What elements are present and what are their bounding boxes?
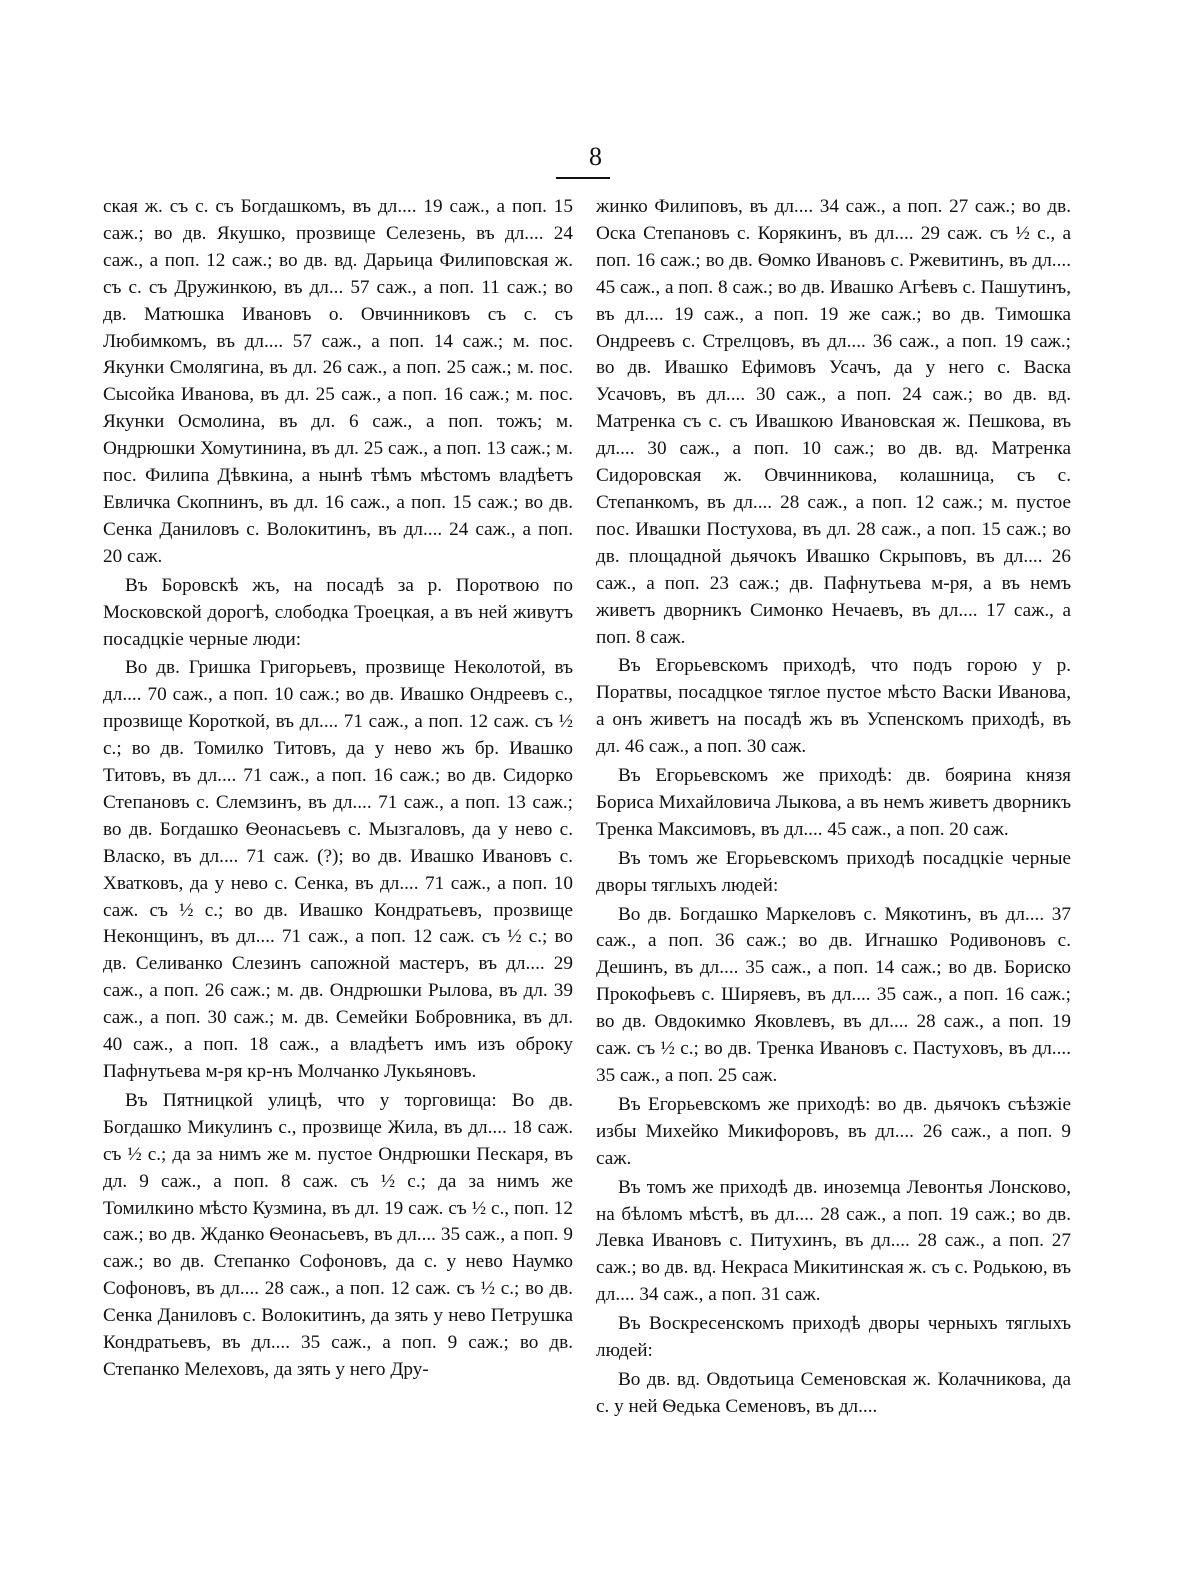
left-column (103, 194, 573, 1384)
paragraph: Въ Боровскѣ жъ, на посадѣ за р. Поротвою по Московской дорогѣ, слободка Троецкая, а въ ней живутъ посадцкіе черные люди: (103, 574, 573, 650)
paragraph: жинко Филиповъ, въ дл.... 34 саж., а поп. 27 саж.; во дв. Оска Степановъ с. Корякинъ, въ дл.... 29 саж. съ ½ с., а поп. 16 саж.; во дв. Ѳомко Ивановъ с. Ржевитинъ, въ дл.... 45 саж., а поп. 8 саж.; во дв. Ивашко Агѣевъ с. Пашутинъ, въ дл.... 19 саж., а поп. 19 же саж.; во дв. Тимошка Ондреевъ с. Стрелцовъ, въ дл.... 36 саж., а поп. 19 саж.; во дв. Ивашко Ефимовъ Усачъ, да у него с. Васка Усачовъ, въ дл.... 30 саж., а поп. 24 саж.; во дв. вд. Матренка съ с. съ Ивашкою Ивановская ж. Пешкова, въ дл.... 30 саж., а поп. 10 саж.; во дв. вд. Матренка Сидоровская ж. Овчинникова, колашница, съ с. Степанкомъ, въ дл.... 28 саж., а поп. 12 саж.; м. пустое пос. Ивашки Постухова, въ дл. 28 саж., а поп. 15 саж.; во дв. площадной дьячокъ Ивашко Скрыповъ, въ дл.... 26 саж., а поп. 23 саж.; дв. Пафнутьева м-ря, а въ немъ живетъ дворникъ Симонко Нечаевъ, въ дл.... 17 саж., а поп. 8 саж. (596, 196, 1071, 648)
page-number-rule (556, 177, 610, 179)
paragraph: Въ томъ же приходѣ дв. иноземца Левонтья Лонсково, на бѣломъ мѣстѣ, въ дл.... 28 саж., а поп. 19 саж.; во дв. Левка Ивановъ с. Питухинъ, въ дл.... 28 саж., а поп. 27 саж.; во дв. вд. Некраса Микитинская ж. съ с. Родькою, въ дл.... 34 саж., а поп. 31 саж. (596, 1176, 1071, 1306)
paragraph: Во дв. вд. Овдотьица Семеновская ж. Колачникова, да с. у ней Ѳедька Семеновъ, въ дл.... (596, 1368, 1071, 1417)
right-column (596, 194, 1071, 1421)
paragraph: Въ томъ же Егорьевскомъ приходѣ посадцкіе черные дворы тяглыхъ людей: (596, 847, 1071, 896)
page-number: 8 (589, 142, 602, 171)
paragraph: ская ж. съ с. съ Богдашкомъ, въ дл.... 19 саж., а поп. 15 саж.; во дв. Якушко, прозвище Селезень, въ дл.... 24 саж., а поп. 12 саж.; во дв. вд. Дарьица Филиповская ж. съ с. съ Дружинкою, въ дл... 57 саж., а поп. 11 саж.; во дв. Матюшка Ивановъ о. Овчинниковъ съ с. съ Любимкомъ, въ дл.... 57 саж., а поп. 14 саж.; м. пос. Якунки Смолягина, въ дл. 26 саж., а поп. 25 саж.; м. пос. Сысойка Иванова, въ дл. 25 саж., а поп. 16 саж.; м. пос. Якунки Осмолина, въ дл. 6 саж., а поп. тожъ; м. Ондрюшки Хомутинина, въ дл. 25 саж., а поп. 13 саж.; м. пос. Филипа Дѣвкина, а нынѣ тѣмъ мѣстомъ владѣетъ Евличка Скопнинъ, въ дл. 16 саж., а поп. 15 саж.; во дв. Сенка Даниловъ с. Волокитинъ, въ дл.... 24 саж., а поп. 20 саж. (103, 196, 573, 567)
paragraph: Въ Егорьевскомъ же приходѣ: дв. боярина князя Бориса Михайловича Лыкова, а въ немъ живетъ дворникъ Тренка Максимовъ, въ дл.... 45 саж., а поп. 20 саж. (596, 765, 1071, 840)
paragraph: Во дв. Гришка Григорьевъ, прозвище Неколотой, въ дл.... 70 саж., а поп. 10 саж.; во дв. Ивашко Ондреевъ с., прозвище Короткой, въ дл.... 71 саж., а поп. 12 саж. съ ½ с.; во дв. Томилко Титовъ, да у нево жъ бр. Ивашко Титовъ, въ дл.... 71 саж., а поп. 16 саж.; во дв. Сидорко Степановъ с. Слемзинъ, въ дл.... 71 саж., а поп. 13 саж.; во дв. Богдашко Ѳеонасьевъ с. Мызгаловъ, да у нево с. Власко, въ дл.... 71 саж. (?); во дв. Ивашко Ивановъ с. Хватковъ, да у нево с. Сенка, въ дл.... 71 саж., а поп. 10 саж. съ ½ с.; во дв. Ивашко Кондратьевъ, прозвище Неконщинъ, въ дл.... 71 саж., а поп. 12 саж. съ ½ с.; во дв. Селиванко Слезинъ сапожной мастеръ, въ дл.... 29 саж., а поп. 26 саж.; м. дв. Ондрюшки Рылова, въ дл. 39 саж., а поп. 30 саж.; м. дв. Семейки Бобровника, въ дл. 40 саж., а поп. 18 саж., а владѣетъ имъ изъ оброку Пафнутьева м-ря кр-нъ Молчанко Лукьяновъ. (103, 657, 573, 1082)
paragraph: Въ Егорьевскомъ приходѣ, что подъ горою у р. Поратвы, посадцкое тяглое пустое мѣсто Васки Иванова, а онъ живетъ на посадѣ жъ въ Успенскомъ приходѣ, въ дл. 46 саж., а поп. 30 саж. (596, 655, 1071, 758)
paragraph: Въ Воскресенскомъ приходѣ дворы черныхъ тяглыхъ людей: (596, 1313, 1071, 1362)
paragraph: Въ Пятницкой улицѣ, что у торговища: Во дв. Богдашко Микулинъ с., прозвище Жила, въ дл.... 18 саж. съ ½ с.; да за нимъ же м. пустое Ондрюшки Пескаря, въ дл. 9 саж., а поп. 8 саж. съ ½ с.; да за нимъ же Томилкино мѣсто Кузмина, въ дл. 19 саж. съ ½ с., поп. 12 саж.; во дв. Жданко Ѳеонасьевъ, въ дл.... 35 саж., а поп. 9 саж.; во дв. Степанко Софоновъ, да с. у нево Наумко Софоновъ, въ дл.... 28 саж., а поп. 12 саж. съ ½ с.; во дв. Сенка Даниловъ с. Волокитинъ, да зять у нево Петрушка Кондратьевъ, въ дл.... 35 саж., а поп. 9 саж.; во дв. Степанко Мелеховъ, да зять у него Дру- (103, 1089, 573, 1380)
paragraph: Во дв. Богдашко Маркеловъ с. Мякотинъ, въ дл.... 37 саж., а поп. 36 саж.; во дв. Игнашко Родивоновъ с. Дешинъ, въ дл.... 35 саж., а поп. 14 саж.; во дв. Бориско Прокофьевъ с. Ширяевъ, въ дл.... 35 саж., а поп. 16 саж.; во дв. Овдокимко Яковлевъ, въ дл.... 28 саж., а поп. 19 саж. съ ½ с.; во дв. Тренка Ивановъ с. Пастуховъ, въ дл.... 35 саж., а поп. 25 саж. (596, 903, 1071, 1086)
paragraph: Въ Егорьевскомъ же приходѣ: во дв. дьячокъ съѣзжіе избы Михейко Микифоровъ, въ дл.... 26 саж., а поп. 9 саж. (596, 1093, 1071, 1169)
